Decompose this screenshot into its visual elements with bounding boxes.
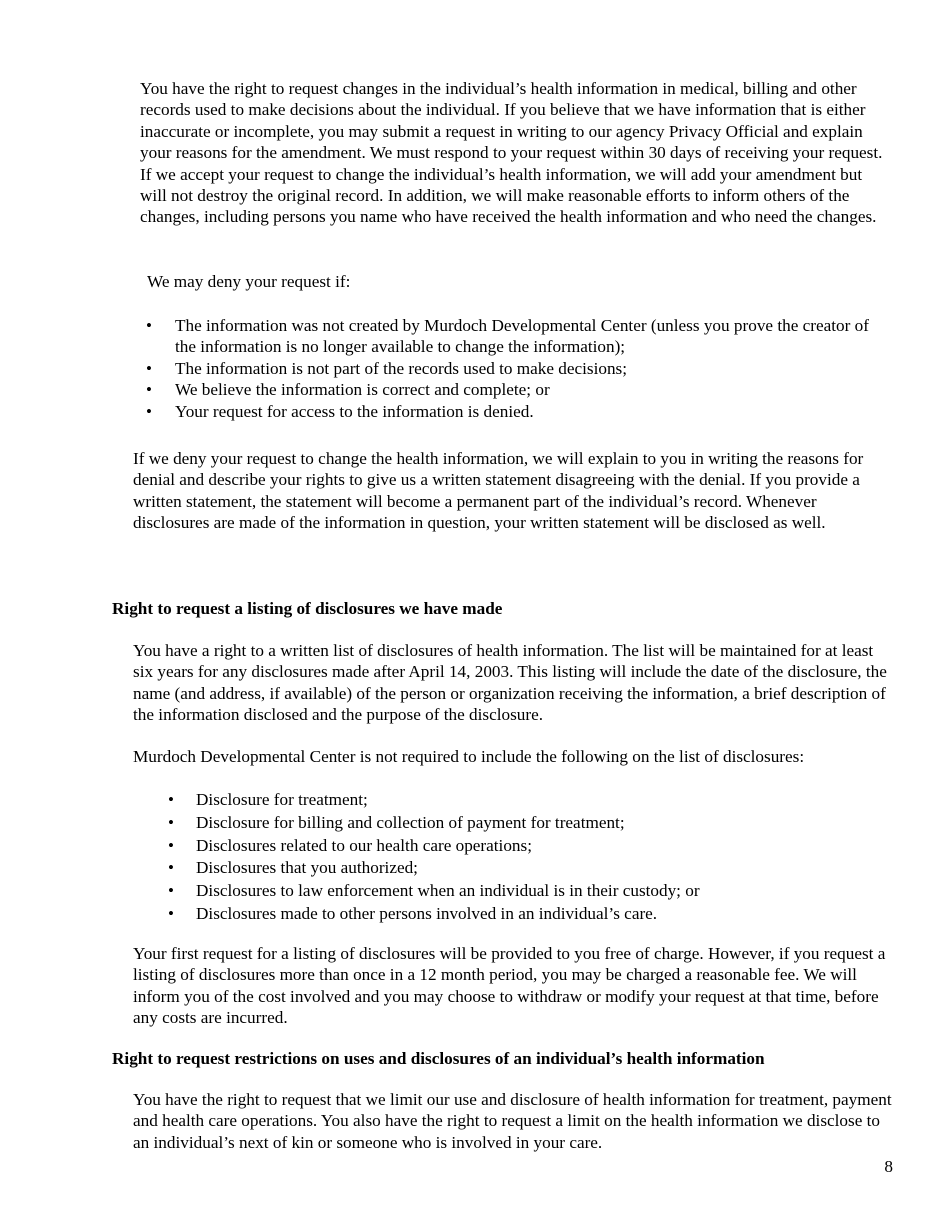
deny-explanation-paragraph: If we deny your request to change the health information, we will explain to you in writing the reasons for denial and describe your rights to give us a written statement disagreeing with the denial. If you provide a written statement, the statement will become a permanent part of the individual’s record. Whenever disclosures are made of the information in question, your written statement will be disclosed as well. <box>133 449 864 533</box>
bullet-icon: • <box>168 858 174 878</box>
bullet-icon: • <box>168 903 174 923</box>
list-item-text: Disclosures made to other persons involved in an individual’s care. <box>196 903 658 923</box>
list-item-text: Disclosures related to our health care operations; <box>196 835 532 855</box>
bullet-icon: • <box>146 358 152 378</box>
not-required-lead-text: Murdoch Developmental Center is not required to include the following on the list of disclosures: <box>133 747 805 766</box>
bullet-icon: • <box>168 881 174 901</box>
fee-note-paragraph: Your first request for a listing of disclosures will be provided to you free of charge. However, if you request a listing of disclosures more than once in a 12 month period, you may be charged a reasonable fee. We will inform you of the cost involved and you may choose to withdraw or modify your request at that time, before any costs are incurred. <box>133 944 886 1028</box>
deny-reasons-list <box>146 315 880 422</box>
list-item-text: We believe the information is correct and complete; or <box>175 380 550 400</box>
list-item-text: Your request for access to the information is denied. <box>175 401 534 421</box>
bullet-icon: • <box>168 812 174 832</box>
deny-lead-text: We may deny your request if: <box>147 272 351 291</box>
list-item-text: The information is not part of the records used to make decisions; <box>175 358 628 378</box>
list-item-text: Disclosures that you authorized; <box>196 858 418 878</box>
list-item <box>168 880 886 903</box>
list-item <box>168 812 886 835</box>
list-item <box>146 315 880 358</box>
list-item <box>168 789 886 812</box>
list-item-text: Disclosure for billing and collection of payment for treatment; <box>196 812 625 832</box>
bullet-icon: • <box>146 401 152 421</box>
list-item <box>146 358 880 379</box>
page-number: 8 <box>884 1157 893 1176</box>
disclosure-exclusions-list <box>168 789 886 926</box>
list-item-text: Disclosure for treatment; <box>196 790 368 809</box>
restrictions-heading: Right to request restrictions on uses and disclosures of an individual’s health information <box>112 1049 765 1068</box>
disclosures-listing-paragraph: You have a right to a written list of disclosures of health information. The list will be maintained for at least six years for any disclosures made after April 14, 2003. This listing will include the date of the disclosure, the name (and address, if available) of the person or organization receiving the information, a brief description of the information disclosed and the purpose of the disclosure. <box>133 641 887 725</box>
bullet-icon: • <box>168 835 174 855</box>
list-item <box>168 903 886 926</box>
list-item <box>168 857 886 880</box>
list-item-text: Disclosures to law enforcement when an individual is in their custody; or <box>196 881 700 901</box>
restrictions-paragraph: You have the right to request that we limit our use and disclosure of health information for treatment, payment and health care operations. You also have the right to request a limit on the health information we disclose to an individual’s next of kin or someone who is involved in your care. <box>133 1090 892 1152</box>
bullet-icon: • <box>168 790 174 809</box>
disclosures-listing-heading: Right to request a listing of disclosures we have made <box>112 599 503 618</box>
bullet-icon: • <box>146 316 152 335</box>
list-item <box>146 401 880 422</box>
list-item <box>146 379 880 400</box>
bullet-icon: • <box>146 380 152 400</box>
amendment-intro-paragraph: You have the right to request changes in the individual’s health information in medical, billing and other records used to make decisions about the individual. If you believe that we have information that is either inaccurate or incomplete, you may submit a request in writing to our agency Privacy Official and explain your reasons for the amendment. We must respond to your request within 30 days of receiving your request. If we accept your request to change the individual’s health information, we will add your amendment but will not destroy the original record. In addition, we will make reasonable efforts to inform others of the changes, including persons you name who have received the health information and who need the changes. <box>140 79 883 227</box>
list-item-text: The information was not created by Murdoch Developmental Center (unless you prove the creator of the information is no longer available to change the information); <box>175 316 869 357</box>
list-item <box>168 835 886 858</box>
